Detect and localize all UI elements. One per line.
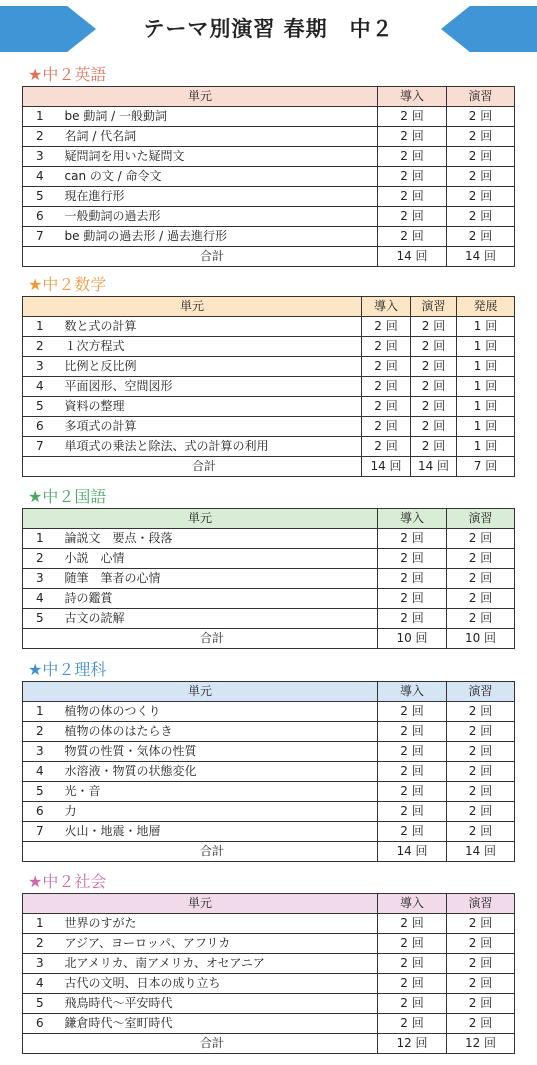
unit-name: 植物の体のつくり xyxy=(65,702,378,722)
session-count: 2 回 xyxy=(411,417,457,437)
total-label: 合計 xyxy=(23,842,378,862)
session-count: 2 回 xyxy=(362,437,411,457)
session-count: 2 回 xyxy=(447,802,515,822)
header-col-2: 演習 xyxy=(411,297,457,317)
row-number: 4 xyxy=(23,167,65,187)
session-count: 2 回 xyxy=(411,357,457,377)
total-label: 合計 xyxy=(23,457,362,477)
total-count: 12 回 xyxy=(447,1034,515,1054)
row-number: 1 xyxy=(23,914,65,934)
session-count: 2 回 xyxy=(447,702,515,722)
unit-name: 一般動詞の過去形 xyxy=(65,207,378,227)
session-count: 2 回 xyxy=(447,822,515,842)
session-count: 2 回 xyxy=(362,357,411,377)
row-number: 2 xyxy=(23,549,65,569)
unit-name: 古文の読解 xyxy=(65,609,378,629)
table-row xyxy=(23,377,515,397)
header-unit: 単元 xyxy=(23,682,378,702)
curriculum-table xyxy=(22,296,515,477)
table-row xyxy=(23,589,515,609)
unit-name: 随筆 筆者の心情 xyxy=(65,569,378,589)
session-count: 2 回 xyxy=(378,762,447,782)
session-count: 2 回 xyxy=(447,954,515,974)
session-count: 1 回 xyxy=(457,397,515,417)
session-count: 1 回 xyxy=(457,337,515,357)
unit-name: 鎌倉時代～室町時代 xyxy=(65,1014,378,1034)
session-count: 2 回 xyxy=(411,377,457,397)
session-count: 2 回 xyxy=(447,167,515,187)
session-count: 1 回 xyxy=(457,437,515,457)
session-count: 2 回 xyxy=(378,822,447,842)
unit-name: be 動詞 / 一般動詞 xyxy=(65,107,378,127)
session-count: 1 回 xyxy=(457,377,515,397)
row-number: 3 xyxy=(23,569,65,589)
unit-name: 比例と反比例 xyxy=(65,357,362,377)
session-count: 2 回 xyxy=(378,1014,447,1034)
session-count: 2 回 xyxy=(378,934,447,954)
table-row xyxy=(23,914,515,934)
row-number: 3 xyxy=(23,954,65,974)
table-row xyxy=(23,994,515,1014)
session-count: 2 回 xyxy=(447,147,515,167)
section-2 xyxy=(22,486,514,649)
row-number: 4 xyxy=(23,974,65,994)
header-unit: 単元 xyxy=(23,87,378,107)
session-count: 2 回 xyxy=(378,529,447,549)
total-count: 14 回 xyxy=(362,457,411,477)
table-row xyxy=(23,107,515,127)
unit-name: 名詞 / 代名詞 xyxy=(65,127,378,147)
session-count: 2 回 xyxy=(378,227,447,247)
row-number: 5 xyxy=(23,609,65,629)
table-row xyxy=(23,569,515,589)
table-row xyxy=(23,127,515,147)
table-row xyxy=(23,802,515,822)
session-count: 2 回 xyxy=(411,317,457,337)
row-number: 5 xyxy=(23,187,65,207)
total-row xyxy=(23,629,515,649)
table-row xyxy=(23,187,515,207)
row-number: 7 xyxy=(23,437,65,457)
row-number: 2 xyxy=(23,127,65,147)
session-count: 2 回 xyxy=(447,782,515,802)
row-number: 4 xyxy=(23,377,65,397)
row-number: 6 xyxy=(23,802,65,822)
table-header-row xyxy=(23,682,515,702)
table-header-row xyxy=(23,509,515,529)
session-count: 2 回 xyxy=(378,127,447,147)
banner-arrow-left xyxy=(0,6,96,52)
row-number: 7 xyxy=(23,822,65,842)
row-number: 2 xyxy=(23,722,65,742)
unit-name: 小説 心情 xyxy=(65,549,378,569)
session-count: 2 回 xyxy=(447,529,515,549)
table-row xyxy=(23,227,515,247)
table-row xyxy=(23,337,515,357)
table-header-row xyxy=(23,87,515,107)
session-count: 2 回 xyxy=(411,397,457,417)
total-count: 14 回 xyxy=(378,842,447,862)
row-number: 1 xyxy=(23,317,65,337)
session-count: 2 回 xyxy=(378,702,447,722)
unit-name: can の文 / 命令文 xyxy=(65,167,378,187)
total-row xyxy=(23,247,515,267)
row-number: 3 xyxy=(23,357,65,377)
session-count: 2 回 xyxy=(447,722,515,742)
header-col-1: 導入 xyxy=(362,297,411,317)
table-row xyxy=(23,762,515,782)
row-number: 1 xyxy=(23,702,65,722)
unit-name: 飛鳥時代～平安時代 xyxy=(65,994,378,1014)
session-count: 2 回 xyxy=(378,742,447,762)
header-unit: 単元 xyxy=(23,297,362,317)
row-number: 5 xyxy=(23,994,65,1014)
row-number: 3 xyxy=(23,147,65,167)
session-count: 2 回 xyxy=(378,549,447,569)
session-count: 2 回 xyxy=(378,609,447,629)
section-title: ★中２社会 xyxy=(28,872,107,891)
unit-name: 古代の文明、日本の成り立ち xyxy=(65,974,378,994)
table-row xyxy=(23,934,515,954)
table-row xyxy=(23,437,515,457)
session-count: 2 回 xyxy=(447,187,515,207)
total-count: 14 回 xyxy=(447,842,515,862)
table-row xyxy=(23,1014,515,1034)
unit-name: 詩の鑑賞 xyxy=(65,589,378,609)
table-row xyxy=(23,609,515,629)
session-count: 2 回 xyxy=(447,227,515,247)
unit-name: 疑問詞を用いた疑問文 xyxy=(65,147,378,167)
session-count: 2 回 xyxy=(378,207,447,227)
unit-name: 力 xyxy=(65,802,378,822)
session-count: 1 回 xyxy=(457,317,515,337)
session-count: 2 回 xyxy=(378,802,447,822)
session-count: 2 回 xyxy=(447,762,515,782)
table-row xyxy=(23,549,515,569)
session-count: 2 回 xyxy=(447,994,515,1014)
section-4 xyxy=(22,871,514,1054)
row-number: 6 xyxy=(23,207,65,227)
session-count: 2 回 xyxy=(378,187,447,207)
session-count: 2 回 xyxy=(447,974,515,994)
curriculum-table xyxy=(22,681,515,862)
total-count: 7 回 xyxy=(457,457,515,477)
session-count: 2 回 xyxy=(378,954,447,974)
row-number: 2 xyxy=(23,337,65,357)
session-count: 2 回 xyxy=(362,397,411,417)
header-col-3: 発展 xyxy=(457,297,515,317)
total-row xyxy=(23,1034,515,1054)
session-count: 2 回 xyxy=(362,317,411,337)
unit-name: 水溶液・物質の状態変化 xyxy=(65,762,378,782)
unit-name: 植物の体のはたらき xyxy=(65,722,378,742)
header-col-2: 演習 xyxy=(447,87,515,107)
session-count: 1 回 xyxy=(457,357,515,377)
row-number: 3 xyxy=(23,742,65,762)
section-title: ★中２英語 xyxy=(28,65,107,84)
unit-name: 火山・地震・地層 xyxy=(65,822,378,842)
table-row xyxy=(23,529,515,549)
session-count: 2 回 xyxy=(378,147,447,167)
unit-name: 北アメリカ、南アメリカ、オセアニア xyxy=(65,954,378,974)
session-count: 2 回 xyxy=(447,609,515,629)
total-count: 10 回 xyxy=(378,629,447,649)
total-label: 合計 xyxy=(23,1034,378,1054)
unit-name: 資料の整理 xyxy=(65,397,362,417)
table-row xyxy=(23,782,515,802)
session-count: 2 回 xyxy=(447,589,515,609)
row-number: 1 xyxy=(23,529,65,549)
session-count: 2 回 xyxy=(362,337,411,357)
total-row xyxy=(23,842,515,862)
curriculum-table xyxy=(22,508,515,649)
row-number: 4 xyxy=(23,762,65,782)
session-count: 2 回 xyxy=(447,107,515,127)
table-row xyxy=(23,357,515,377)
session-count: 2 回 xyxy=(378,914,447,934)
session-count: 2 回 xyxy=(447,569,515,589)
unit-name: １次方程式 xyxy=(65,337,362,357)
session-count: 2 回 xyxy=(362,377,411,397)
header-col-2: 演習 xyxy=(447,894,515,914)
session-count: 2 回 xyxy=(447,549,515,569)
header-col-2: 演習 xyxy=(447,509,515,529)
table-row xyxy=(23,207,515,227)
row-number: 5 xyxy=(23,782,65,802)
unit-name: 現在進行形 xyxy=(65,187,378,207)
header-unit: 単元 xyxy=(23,894,378,914)
unit-name: 世界のすがた xyxy=(65,914,378,934)
session-count: 1 回 xyxy=(457,417,515,437)
table-row xyxy=(23,167,515,187)
session-count: 2 回 xyxy=(378,589,447,609)
row-number: 2 xyxy=(23,934,65,954)
unit-name: 多項式の計算 xyxy=(65,417,362,437)
table-header-row xyxy=(23,894,515,914)
banner-arrow-right xyxy=(441,6,537,52)
table-row xyxy=(23,417,515,437)
header-col-1: 導入 xyxy=(378,894,447,914)
session-count: 2 回 xyxy=(378,107,447,127)
session-count: 2 回 xyxy=(447,934,515,954)
session-count: 2 回 xyxy=(447,914,515,934)
session-count: 2 回 xyxy=(378,722,447,742)
session-count: 2 回 xyxy=(447,127,515,147)
row-number: 6 xyxy=(23,1014,65,1034)
session-count: 2 回 xyxy=(378,974,447,994)
table-row xyxy=(23,742,515,762)
header-col-1: 導入 xyxy=(378,87,447,107)
unit-name: 数と式の計算 xyxy=(65,317,362,337)
table-row xyxy=(23,317,515,337)
total-count: 12 回 xyxy=(378,1034,447,1054)
header-col-1: 導入 xyxy=(378,509,447,529)
section-title: ★中２数学 xyxy=(28,275,107,294)
unit-name: アジア、ヨーロッパ、アフリカ xyxy=(65,934,378,954)
table-row xyxy=(23,722,515,742)
row-number: 4 xyxy=(23,589,65,609)
session-count: 2 回 xyxy=(378,782,447,802)
session-count: 2 回 xyxy=(411,337,457,357)
unit-name: 物質の性質・気体の性質 xyxy=(65,742,378,762)
session-count: 2 回 xyxy=(362,417,411,437)
row-number: 6 xyxy=(23,417,65,437)
section-title: ★中２理科 xyxy=(28,660,107,679)
page-title: テーマ別演習 春期 中２ xyxy=(143,17,394,41)
section-1 xyxy=(22,274,514,477)
table-row xyxy=(23,397,515,417)
table-header-row xyxy=(23,297,515,317)
table-row xyxy=(23,974,515,994)
section-3 xyxy=(22,659,514,862)
session-count: 2 回 xyxy=(411,437,457,457)
total-count: 14 回 xyxy=(447,247,515,267)
unit-name: 単項式の乗法と除法、式の計算の利用 xyxy=(65,437,362,457)
unit-name: 論説文 要点・段落 xyxy=(65,529,378,549)
total-label: 合計 xyxy=(23,247,378,267)
table-row xyxy=(23,954,515,974)
header-col-2: 演習 xyxy=(447,682,515,702)
section-title: ★中２国語 xyxy=(28,487,107,506)
header-unit: 単元 xyxy=(23,509,378,529)
section-0 xyxy=(22,64,514,267)
table-row xyxy=(23,147,515,167)
row-number: 1 xyxy=(23,107,65,127)
session-count: 2 回 xyxy=(378,569,447,589)
session-count: 2 回 xyxy=(378,167,447,187)
total-count: 14 回 xyxy=(411,457,457,477)
curriculum-table xyxy=(22,893,515,1054)
total-row xyxy=(23,457,515,477)
session-count: 2 回 xyxy=(378,994,447,1014)
session-count: 2 回 xyxy=(447,207,515,227)
row-number: 7 xyxy=(23,227,65,247)
unit-name: 光・音 xyxy=(65,782,378,802)
table-row xyxy=(23,702,515,722)
header-col-1: 導入 xyxy=(378,682,447,702)
total-count: 14 回 xyxy=(378,247,447,267)
total-label: 合計 xyxy=(23,629,378,649)
total-count: 10 回 xyxy=(447,629,515,649)
unit-name: 平面図形、空間図形 xyxy=(65,377,362,397)
table-row xyxy=(23,822,515,842)
unit-name: be 動詞の過去形 / 過去進行形 xyxy=(65,227,378,247)
session-count: 2 回 xyxy=(447,742,515,762)
row-number: 5 xyxy=(23,397,65,417)
curriculum-table xyxy=(22,86,515,267)
session-count: 2 回 xyxy=(447,1014,515,1034)
